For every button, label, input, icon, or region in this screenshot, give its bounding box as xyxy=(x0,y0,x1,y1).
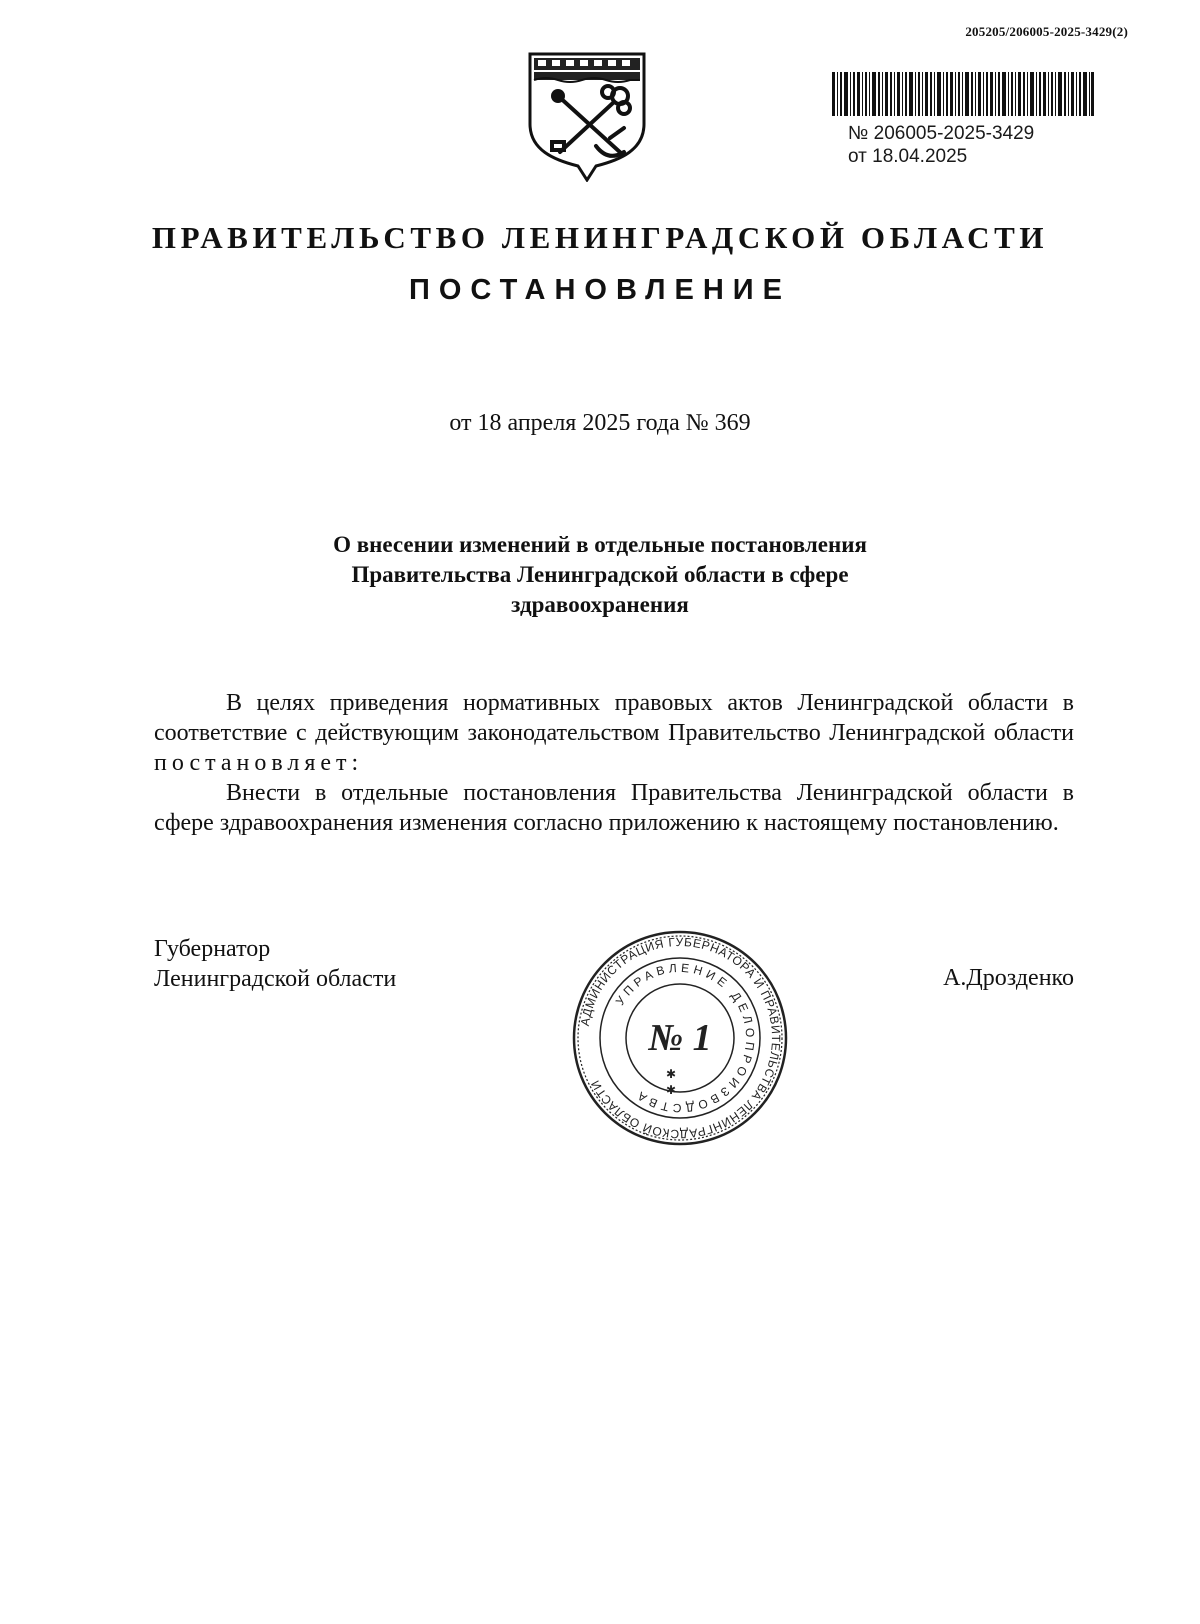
signatory-name: А.Дрозденко xyxy=(943,965,1074,991)
signatory-title xyxy=(154,934,396,994)
document-body xyxy=(154,688,1074,838)
document-date-number: от 18 апреля 2025 года № 369 xyxy=(449,410,751,436)
body-paragraph-1-text: В целях приведения нормативных правовых актов Ленинградской области в соответствие с действующим законодательством Правительство Ленинградской области xyxy=(154,690,1074,746)
subject-line-2: Правительства Ленинградской области в сфере xyxy=(351,562,849,587)
seal-inner-text: УПРАВЛЕНИЕ ДЕЛОПРОИЗВОДСТВА xyxy=(612,960,758,1116)
leningrad-oblast-coat-of-arms-icon xyxy=(526,46,648,182)
resolves-keyword: постановляет: xyxy=(154,750,364,776)
body-paragraph-1 xyxy=(154,688,1074,778)
svg-text:✱: ✱ xyxy=(666,1083,677,1097)
seal-center-text: № 1 xyxy=(648,1017,712,1059)
document-code: 205205/206005-2025-3429(2) xyxy=(965,24,1128,39)
subject-line-1: О внесении изменений в отдельные постановления xyxy=(333,532,867,557)
official-seal-icon xyxy=(570,928,790,1148)
body-paragraph-2: Внести в отдельные постановления Правительства Ленинградской области в сфере здравоохранения изменения согласно приложению к настоящему постановлению. xyxy=(154,780,1074,836)
document-type: ПОСТАНОВЛЕНИЕ xyxy=(409,274,791,306)
signatory-title-line-1: Губернатор xyxy=(154,936,271,962)
seal-outer-text: АДМИНИСТРАЦИЯ ГУБЕРНАТОРА И ПРАВИТЕЛЬСТВА ЛЕНИНГРАДСКОЙ ОБЛАСТИ xyxy=(577,934,784,1142)
signatory-title-line-2: Ленинградской области xyxy=(154,966,397,992)
registration-date: от 18.04.2025 xyxy=(848,146,968,167)
government-title: ПРАВИТЕЛЬСТВО ЛЕНИНГРАДСКОЙ ОБЛАСТИ xyxy=(151,220,1049,255)
svg-text:✱: ✱ xyxy=(666,1067,677,1081)
document-subject xyxy=(200,530,1000,620)
subject-line-3: здравоохранения xyxy=(511,592,689,617)
registration-info xyxy=(848,122,1034,168)
registration-number: № 206005-2025-3429 xyxy=(848,123,1035,144)
barcode-icon xyxy=(832,72,1094,116)
